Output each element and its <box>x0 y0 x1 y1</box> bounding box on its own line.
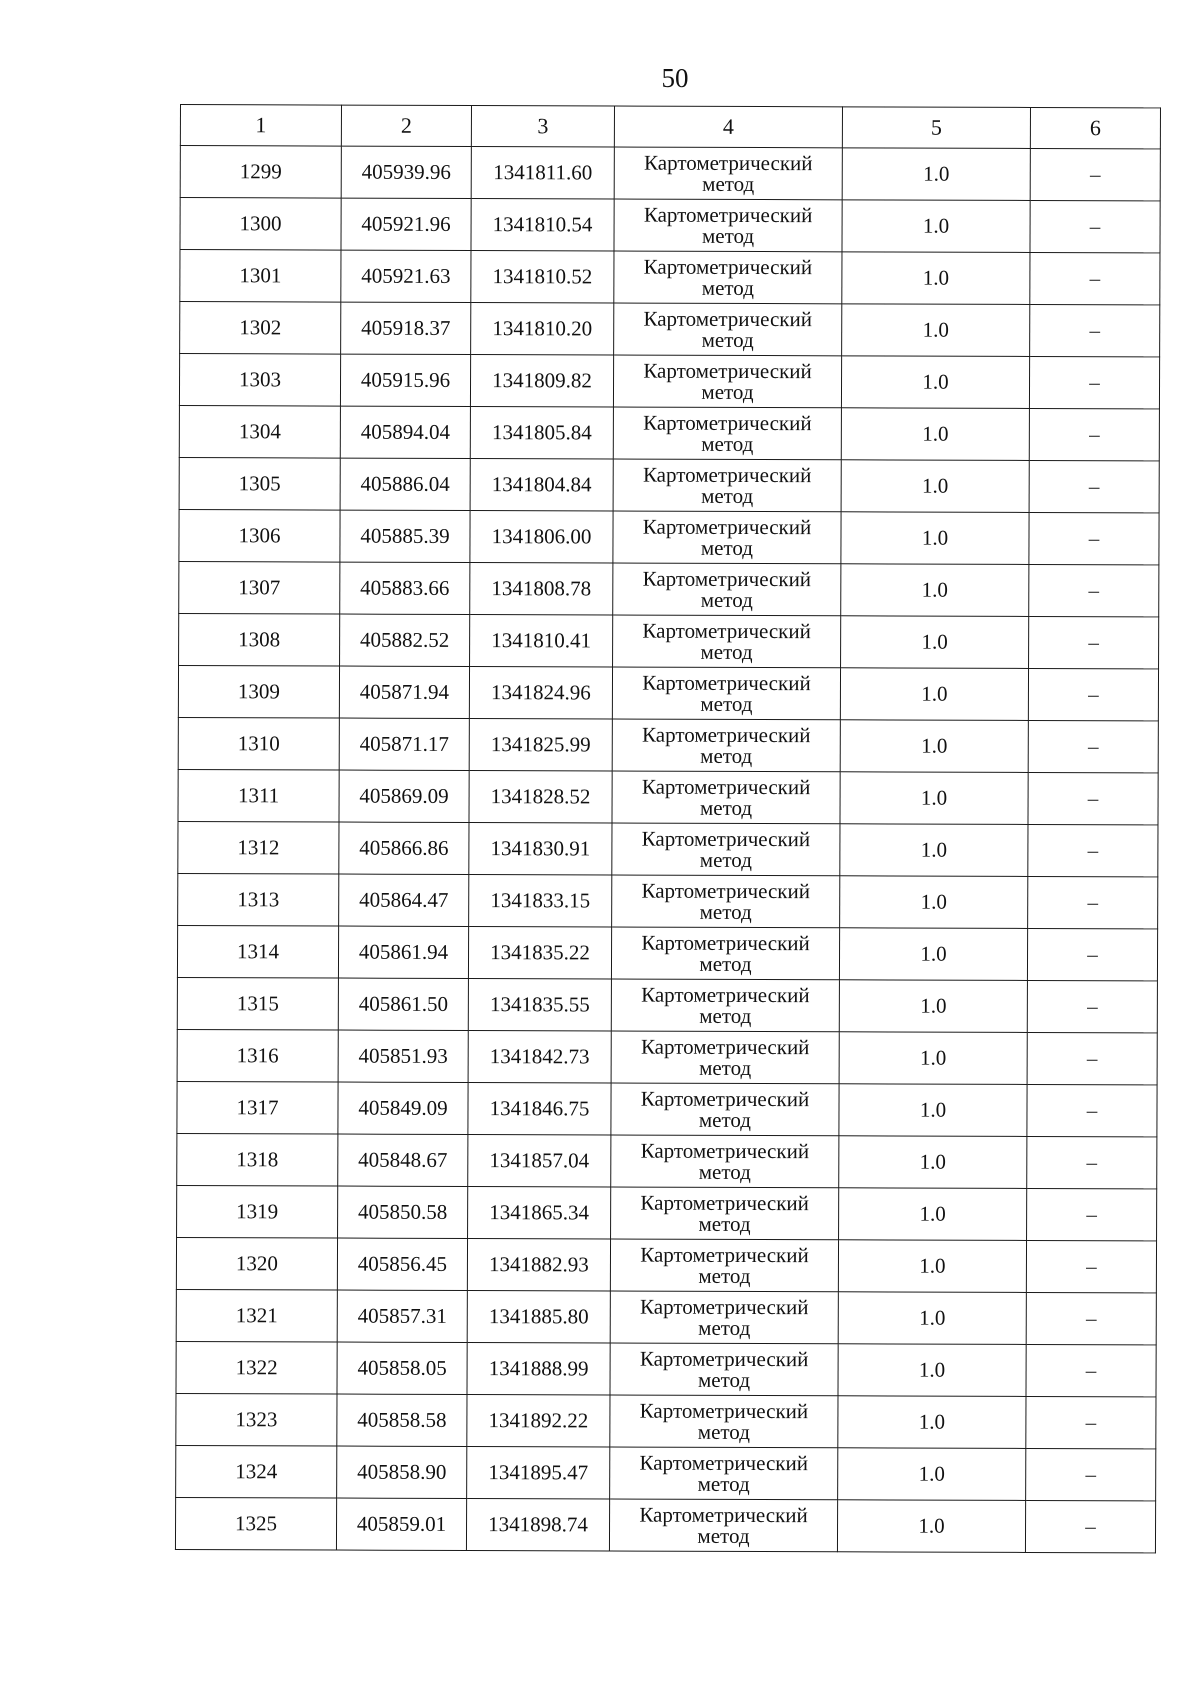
method-line-2: метод <box>698 1211 751 1236</box>
table-row <box>180 250 1160 305</box>
point-number-cell: 1302 <box>180 302 341 355</box>
method-line-2: метод <box>699 847 752 872</box>
accuracy-cell: 1.0 <box>840 876 1028 929</box>
method-line-2: метод <box>699 1003 752 1028</box>
table-row <box>176 1341 1156 1396</box>
coordinates-table <box>175 104 1161 1553</box>
method-line-2: метод <box>700 691 753 716</box>
x-coordinate-cell: 405871.17 <box>339 718 469 770</box>
table-row <box>177 977 1157 1032</box>
y-coordinate-cell: 1341825.99 <box>469 719 612 771</box>
method-line-2: метод <box>700 639 753 664</box>
method-cell <box>611 1135 839 1188</box>
point-number-cell: 1314 <box>177 925 338 978</box>
accuracy-cell: 1.0 <box>842 200 1030 253</box>
method-line-1: Картометрический <box>640 1086 810 1111</box>
method-line-2: метод <box>701 275 754 300</box>
table-row <box>176 1393 1156 1448</box>
method-line-2: метод <box>697 1419 750 1444</box>
table-row <box>180 198 1160 253</box>
y-coordinate-cell: 1341806.00 <box>470 511 613 563</box>
point-number-cell: 1308 <box>179 613 340 666</box>
accuracy-cell: 1.0 <box>841 616 1029 669</box>
column-header-6: 6 <box>1030 107 1160 148</box>
y-coordinate-cell: 1341835.22 <box>468 927 611 979</box>
y-coordinate-cell: 1341804.84 <box>470 459 613 511</box>
method-cell <box>611 1187 839 1240</box>
description-cell: – <box>1027 1188 1157 1240</box>
point-number-cell: 1303 <box>179 354 340 407</box>
y-coordinate-cell: 1341835.55 <box>468 979 611 1031</box>
y-coordinate-cell: 1341865.34 <box>468 1187 611 1239</box>
method-cell <box>612 667 840 720</box>
accuracy-cell: 1.0 <box>839 1188 1027 1241</box>
accuracy-cell: 1.0 <box>841 512 1029 565</box>
table-row <box>180 146 1160 201</box>
x-coordinate-cell: 405851.93 <box>338 1030 468 1082</box>
method-line-2: метод <box>699 1055 752 1080</box>
page-number: 50 <box>661 63 689 93</box>
method-line-2: метод <box>698 1159 751 1184</box>
method-cell <box>614 251 842 304</box>
y-coordinate-cell: 1341810.41 <box>470 615 613 667</box>
accuracy-cell: 1.0 <box>842 304 1030 357</box>
method-line-1: Картометрический <box>641 982 810 1007</box>
method-line-2: метод <box>701 483 754 508</box>
x-coordinate-cell: 405858.90 <box>337 1446 467 1498</box>
description-cell: – <box>1028 668 1158 720</box>
method-line-1: Картометрический <box>642 462 812 487</box>
method-line-2: метод <box>701 223 755 248</box>
point-number-cell: 1311 <box>178 769 339 822</box>
y-coordinate-cell: 1341810.54 <box>471 199 614 251</box>
point-number-cell: 1315 <box>177 977 338 1030</box>
point-number-cell: 1317 <box>177 1081 338 1134</box>
x-coordinate-cell: 405869.09 <box>339 770 469 822</box>
method-line-1: Картометрический <box>642 566 812 591</box>
point-number-cell: 1306 <box>179 509 340 562</box>
point-number-cell: 1310 <box>178 717 339 770</box>
point-number-cell: 1322 <box>176 1341 337 1394</box>
x-coordinate-cell: 405921.63 <box>341 250 471 302</box>
method-line-1: Картометрический <box>641 826 811 851</box>
table-row <box>179 457 1159 512</box>
method-line-1: Картометрический <box>639 1450 809 1475</box>
method-line-1: Картометрический <box>640 1138 810 1163</box>
y-coordinate-cell: 1341810.52 <box>471 251 614 303</box>
method-line-1: Картометрический <box>641 930 810 955</box>
description-cell: – <box>1028 876 1158 928</box>
method-cell <box>613 459 841 512</box>
y-coordinate-cell: 1341895.47 <box>467 1447 610 1499</box>
description-cell: – <box>1030 148 1160 200</box>
column-header-5: 5 <box>842 107 1030 149</box>
description-cell: – <box>1027 1084 1157 1136</box>
description-cell: – <box>1030 304 1160 356</box>
point-number-cell: 1319 <box>177 1185 338 1238</box>
table-row <box>179 613 1159 668</box>
y-coordinate-cell: 1341888.99 <box>467 1343 610 1395</box>
y-coordinate-cell: 1341811.60 <box>471 147 614 199</box>
method-line-2: метод <box>701 431 754 456</box>
accuracy-cell: 1.0 <box>840 824 1028 877</box>
method-line-2: метод <box>700 587 753 612</box>
method-line-1: Картометрический <box>640 1190 809 1215</box>
point-number-cell: 1324 <box>176 1445 337 1498</box>
method-cell <box>609 1499 837 1552</box>
accuracy-cell: 1.0 <box>841 564 1029 617</box>
method-cell <box>612 823 840 876</box>
description-cell: – <box>1029 512 1159 564</box>
point-number-cell: 1313 <box>178 873 339 926</box>
method-line-1: Картометрический <box>643 410 812 435</box>
column-header-4: 4 <box>614 106 842 148</box>
method-cell <box>613 563 841 616</box>
accuracy-cell: 1.0 <box>842 252 1030 305</box>
method-line-1: Картометрический <box>639 1346 809 1371</box>
method-line-1: Картометрический <box>642 670 811 695</box>
x-coordinate-cell: 405939.96 <box>341 146 471 198</box>
method-line-1: Картометрический <box>642 618 811 643</box>
x-coordinate-cell: 405850.58 <box>338 1186 468 1238</box>
description-cell: – <box>1028 824 1158 876</box>
point-number-cell: 1312 <box>178 821 339 874</box>
y-coordinate-cell: 1341810.20 <box>471 303 614 355</box>
method-cell <box>611 927 839 980</box>
method-line-2: метод <box>700 743 753 768</box>
x-coordinate-cell: 405921.96 <box>341 198 471 250</box>
point-number-cell: 1323 <box>176 1393 337 1446</box>
method-line-2: метод <box>697 1367 751 1392</box>
description-cell: – <box>1027 980 1157 1032</box>
table-row <box>179 561 1159 616</box>
description-cell: – <box>1025 1500 1155 1552</box>
table-row <box>180 302 1160 357</box>
method-line-1: Картометрический <box>643 306 813 331</box>
table-row <box>179 405 1159 460</box>
accuracy-cell: 1.0 <box>837 1500 1025 1553</box>
x-coordinate-cell: 405848.67 <box>338 1134 468 1186</box>
method-line-2: метод <box>700 535 754 560</box>
column-header-3: 3 <box>471 106 614 147</box>
point-number-cell: 1321 <box>176 1289 337 1342</box>
accuracy-cell: 1.0 <box>839 1084 1027 1137</box>
description-cell: – <box>1029 408 1159 460</box>
x-coordinate-cell: 405857.31 <box>337 1290 467 1342</box>
method-line-1: Картометрический <box>643 358 812 383</box>
y-coordinate-cell: 1341885.80 <box>467 1291 610 1343</box>
y-coordinate-cell: 1341805.84 <box>470 407 613 459</box>
y-coordinate-cell: 1341857.04 <box>468 1135 611 1187</box>
x-coordinate-cell: 405882.52 <box>340 614 470 666</box>
method-line-1: Картометрический <box>643 202 813 227</box>
description-cell: – <box>1029 616 1159 668</box>
accuracy-cell: 1.0 <box>840 720 1028 773</box>
accuracy-cell: 1.0 <box>839 1032 1027 1085</box>
table-row <box>176 1289 1156 1344</box>
accuracy-cell: 1.0 <box>838 1448 1026 1501</box>
x-coordinate-cell: 405861.50 <box>338 978 468 1030</box>
method-line-2: метод <box>701 379 754 404</box>
x-coordinate-cell: 405858.05 <box>337 1342 467 1394</box>
point-number-cell: 1320 <box>176 1237 337 1290</box>
table-row <box>179 509 1159 564</box>
method-line-2: метод <box>699 795 753 820</box>
point-number-cell: 1316 <box>177 1029 338 1082</box>
y-coordinate-cell: 1341824.96 <box>469 667 612 719</box>
point-number-cell: 1301 <box>180 250 341 303</box>
y-coordinate-cell: 1341842.73 <box>468 1031 611 1083</box>
method-line-2: метод <box>699 951 752 976</box>
table-row <box>178 873 1158 928</box>
method-line-2: метод <box>698 1107 752 1132</box>
method-cell <box>613 407 841 460</box>
y-coordinate-cell: 1341828.52 <box>469 771 612 823</box>
method-cell <box>610 1239 838 1292</box>
y-coordinate-cell: 1341846.75 <box>468 1083 611 1135</box>
x-coordinate-cell: 405918.37 <box>341 302 471 354</box>
y-coordinate-cell: 1341833.15 <box>469 875 612 927</box>
column-header-2: 2 <box>341 105 471 146</box>
accuracy-cell: 1.0 <box>842 148 1030 201</box>
method-cell <box>612 719 840 772</box>
table-row <box>177 1133 1157 1188</box>
description-cell: – <box>1029 564 1159 616</box>
accuracy-cell: 1.0 <box>839 980 1027 1033</box>
table-row <box>178 665 1158 720</box>
point-number-cell: 1309 <box>178 665 339 718</box>
method-line-1: Картометрический <box>640 1242 809 1267</box>
accuracy-cell: 1.0 <box>840 668 1028 721</box>
accuracy-cell: 1.0 <box>838 1344 1026 1397</box>
method-cell <box>613 355 841 408</box>
x-coordinate-cell: 405886.04 <box>340 458 470 510</box>
point-number-cell: 1299 <box>180 146 341 199</box>
x-coordinate-cell: 405849.09 <box>338 1082 468 1134</box>
description-cell: – <box>1026 1344 1156 1396</box>
x-coordinate-cell: 405856.45 <box>337 1238 467 1290</box>
table-row <box>177 925 1157 980</box>
method-cell <box>610 1343 838 1396</box>
method-line-1: Картометрический <box>640 1294 809 1319</box>
method-line-1: Картометрический <box>639 1398 809 1423</box>
description-cell: – <box>1027 1136 1157 1188</box>
method-cell <box>614 147 842 200</box>
x-coordinate-cell: 405859.01 <box>336 1498 466 1550</box>
method-cell <box>610 1447 838 1500</box>
method-cell <box>612 771 840 824</box>
method-line-2: метод <box>699 899 752 924</box>
x-coordinate-cell: 405885.39 <box>340 510 470 562</box>
method-line-2: метод <box>702 171 755 196</box>
accuracy-cell: 1.0 <box>840 772 1028 825</box>
column-header-1: 1 <box>180 105 341 147</box>
table-row <box>175 1497 1155 1552</box>
method-line-1: Картометрический <box>643 254 813 279</box>
y-coordinate-cell: 1341808.78 <box>470 563 613 615</box>
x-coordinate-cell: 405883.66 <box>340 562 470 614</box>
method-cell <box>611 1031 839 1084</box>
point-number-cell: 1325 <box>175 1497 336 1550</box>
x-coordinate-cell: 405871.94 <box>339 666 469 718</box>
accuracy-cell: 1.0 <box>839 1136 1027 1189</box>
point-number-cell: 1318 <box>177 1133 338 1186</box>
x-coordinate-cell: 405864.47 <box>339 874 469 926</box>
method-line-2: метод <box>697 1471 750 1496</box>
method-line-2: метод <box>698 1315 751 1340</box>
method-line-1: Картометрический <box>639 1502 808 1527</box>
x-coordinate-cell: 405915.96 <box>340 354 470 406</box>
y-coordinate-cell: 1341892.22 <box>467 1395 610 1447</box>
table-row <box>176 1237 1156 1292</box>
method-cell <box>610 1291 838 1344</box>
table-row <box>179 354 1159 409</box>
method-cell <box>612 875 840 928</box>
y-coordinate-cell: 1341809.82 <box>470 355 613 407</box>
description-cell: – <box>1029 356 1159 408</box>
description-cell: – <box>1026 1396 1156 1448</box>
x-coordinate-cell: 405866.86 <box>339 822 469 874</box>
method-line-1: Картометрический <box>641 774 811 799</box>
table-header-row <box>180 105 1160 149</box>
description-cell: – <box>1030 252 1160 304</box>
method-cell <box>613 615 841 668</box>
description-cell: – <box>1027 928 1157 980</box>
method-line-2: метод <box>701 327 754 352</box>
description-cell: – <box>1026 1292 1156 1344</box>
description-cell: – <box>1026 1240 1156 1292</box>
description-cell: – <box>1029 460 1159 512</box>
point-number-cell: 1300 <box>180 198 341 251</box>
y-coordinate-cell: 1341882.93 <box>467 1239 610 1291</box>
description-cell: – <box>1028 720 1158 772</box>
table-row <box>177 1081 1157 1136</box>
method-cell <box>611 979 839 1032</box>
point-number-cell: 1304 <box>179 405 340 458</box>
table-body <box>175 146 1160 1553</box>
description-cell: – <box>1028 772 1158 824</box>
table-row <box>178 769 1158 824</box>
table-row <box>177 1185 1157 1240</box>
accuracy-cell: 1.0 <box>838 1240 1026 1293</box>
method-line-2: метод <box>697 1523 750 1548</box>
method-cell <box>611 1083 839 1136</box>
accuracy-cell: 1.0 <box>838 1292 1026 1345</box>
method-cell <box>613 511 841 564</box>
table-row <box>176 1445 1156 1500</box>
accuracy-cell: 1.0 <box>841 460 1029 513</box>
accuracy-cell: 1.0 <box>841 408 1029 461</box>
point-number-cell: 1307 <box>179 561 340 614</box>
description-cell: – <box>1027 1032 1157 1084</box>
point-number-cell: 1305 <box>179 457 340 510</box>
description-cell: – <box>1030 200 1160 252</box>
x-coordinate-cell: 405858.58 <box>337 1394 467 1446</box>
table-row <box>178 821 1158 876</box>
description-cell: – <box>1026 1448 1156 1500</box>
method-line-1: Картометрический <box>641 878 811 903</box>
table-row <box>178 717 1158 772</box>
method-line-1: Картометрический <box>642 722 811 747</box>
x-coordinate-cell: 405861.94 <box>338 926 468 978</box>
method-line-1: Картометрический <box>640 1034 810 1059</box>
method-line-1: Картометрический <box>642 514 812 539</box>
accuracy-cell: 1.0 <box>839 928 1027 981</box>
method-cell <box>614 303 842 356</box>
accuracy-cell: 1.0 <box>841 356 1029 409</box>
x-coordinate-cell: 405894.04 <box>340 406 470 458</box>
method-cell <box>610 1395 838 1448</box>
accuracy-cell: 1.0 <box>838 1396 1026 1449</box>
table-row <box>177 1029 1157 1084</box>
method-line-1: Картометрический <box>644 150 813 175</box>
y-coordinate-cell: 1341898.74 <box>466 1499 609 1551</box>
y-coordinate-cell: 1341830.91 <box>469 823 612 875</box>
method-line-2: метод <box>698 1263 751 1288</box>
method-cell <box>614 199 842 252</box>
